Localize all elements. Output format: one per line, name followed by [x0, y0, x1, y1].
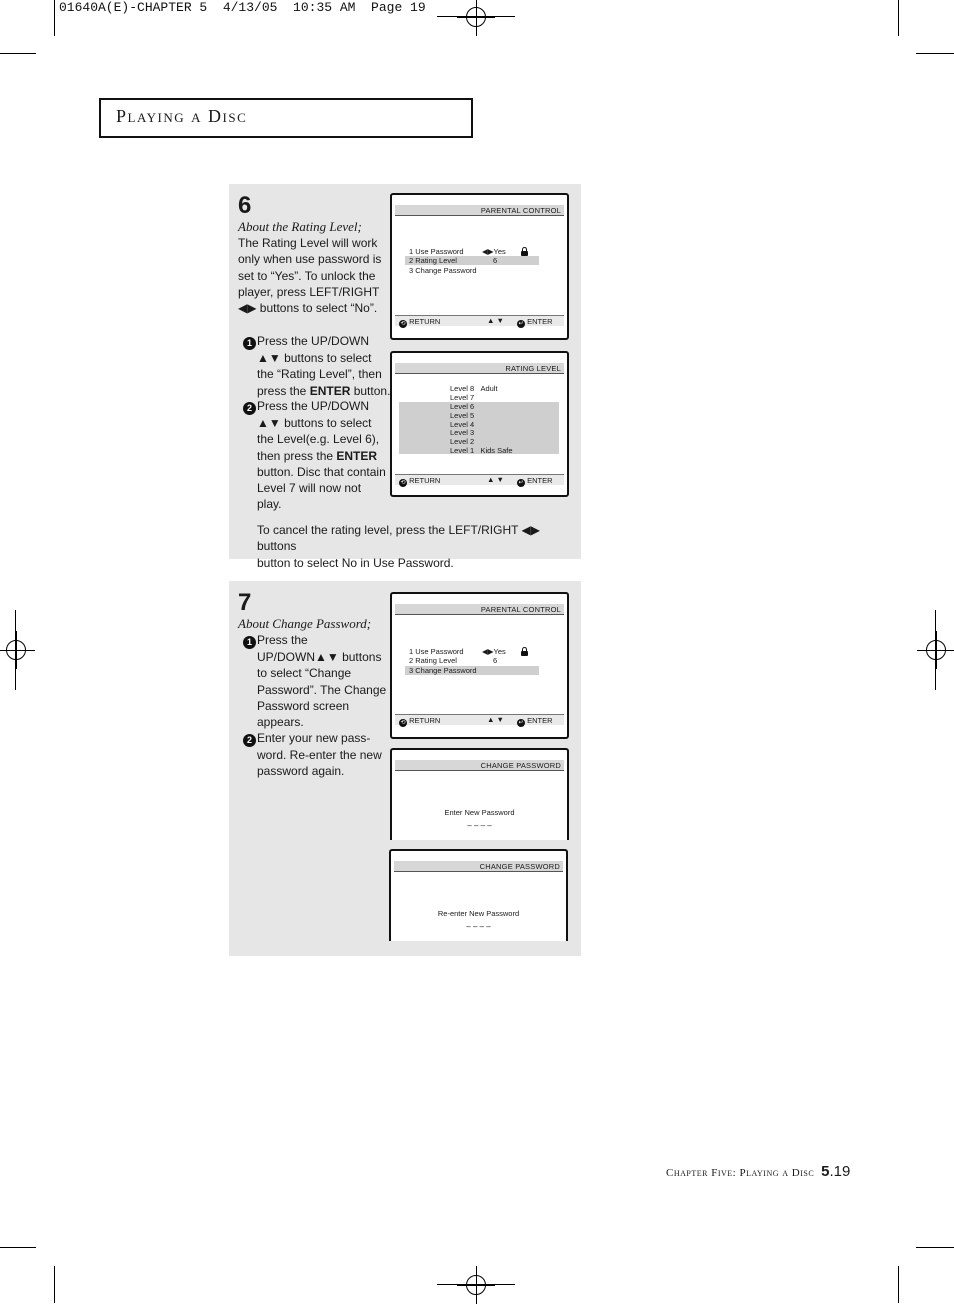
osd-title: PARENTAL CONTROL: [395, 604, 564, 615]
level-item: Level 5: [450, 411, 475, 420]
menu-item-rating-level: 2 Rating Level: [409, 256, 457, 265]
step-7-bullet-1: [243, 632, 393, 730]
enter-icon: ↵: [518, 321, 524, 327]
osd-change-password-screen: [389, 849, 568, 941]
menu-item-use-password: 1 Use Password: [409, 647, 464, 656]
text-line: Enter your new pass-: [257, 731, 371, 745]
return-label: RETURN: [409, 716, 441, 725]
crop-mark: [54, 0, 55, 36]
step-7-number: 7: [238, 589, 252, 616]
step-6-intro: [238, 235, 393, 316]
lock-icon: [521, 251, 528, 256]
use-password-value: ◀▶Yes: [482, 647, 506, 656]
crop-mark: [898, 0, 899, 36]
text-line: set to “Yes”. To unlock the: [238, 268, 376, 283]
text-line: Level 7 will now not: [257, 481, 362, 496]
osd-footer: [395, 315, 564, 326]
registration-mark-icon: [457, 1266, 495, 1304]
step-7-bullet-2: [243, 730, 393, 780]
return-icon: ⟲: [400, 321, 406, 327]
osd-parental-control-screen: [390, 592, 569, 739]
level-item: Level 7: [450, 393, 475, 402]
cancel-note: [257, 522, 579, 571]
crop-mark: [916, 1247, 954, 1248]
text-line: word. Re-enter the new: [257, 748, 382, 762]
enter-label: ENTER: [527, 317, 553, 326]
osd-title: PARENTAL CONTROL: [395, 205, 564, 216]
level-item: Level 6: [450, 402, 475, 411]
return-icon: ⟲: [400, 480, 406, 486]
page-footer: [666, 1163, 850, 1181]
registration-mark-icon: [457, 0, 495, 36]
text-line: ▲▼ buttons to select: [257, 416, 372, 430]
text-line: player, press LEFT/RIGHT: [238, 284, 380, 299]
lock-icon: [521, 651, 528, 656]
return-label: RETURN: [409, 317, 441, 326]
text-line: To cancel the rating level, press the LEFT/RIGHT ◀▶ buttons: [257, 523, 541, 554]
enter-label: ENTER: [527, 716, 553, 725]
crop-mark: [0, 1247, 36, 1248]
rating-level-value: 6: [493, 656, 498, 665]
osd-title: CHANGE PASSWORD: [395, 760, 564, 771]
text-line: then press the ENTER: [257, 448, 378, 463]
text-line: appears.: [257, 715, 304, 730]
step-6-number: 6: [238, 192, 252, 219]
text-line: play.: [257, 497, 282, 512]
text-line: Press the UP/DOWN: [257, 334, 370, 348]
registration-mark-icon: [0, 631, 35, 669]
text-line: the “Rating Level”, then: [257, 367, 382, 382]
menu-item-use-password: 1 Use Password: [409, 247, 464, 256]
text-line: Press the UP/DOWN: [257, 399, 370, 413]
text-line: Password”. The Change: [257, 682, 387, 697]
return-label: RETURN: [409, 476, 441, 485]
print-slug: 01640A(E)-CHAPTER 5 4/13/05 10:35 AM Page 19: [59, 0, 426, 15]
osd-rating-level-screen: [390, 351, 569, 497]
enter-icon: ↵: [518, 480, 524, 486]
password-placeholder-dashes: – – – –: [467, 821, 492, 830]
level-item: Level 2: [450, 437, 475, 446]
level-item: Level 1 Kids Safe: [450, 446, 513, 455]
text-line: UP/DOWN▲▼ buttons: [257, 650, 382, 664]
bullet-number-icon: 1: [243, 636, 256, 649]
osd-footer: [395, 714, 564, 725]
level-item: Level 4: [450, 420, 475, 429]
menu-item-rating-level: 2 Rating Level: [409, 656, 457, 665]
menu-item-change-password: 3 Change Password: [409, 266, 477, 275]
osd-parental-control-screen: [390, 193, 569, 340]
text-line: ▲▼ buttons to select: [257, 351, 372, 365]
updown-arrows-icon: ▲ ▼: [487, 715, 504, 724]
updown-arrows-icon: ▲ ▼: [487, 475, 504, 484]
crop-mark: [54, 1266, 55, 1303]
enter-label: ENTER: [527, 476, 553, 485]
reenter-new-password-prompt: Re-enter New Password: [437, 909, 520, 918]
text-line: button. Disc that contain: [257, 464, 386, 479]
level-item: Level 8 Adult: [450, 384, 498, 393]
step-7-heading: About Change Password;: [238, 616, 372, 631]
step-6-bullet-2: [243, 398, 393, 513]
enter-icon: ↵: [518, 720, 524, 726]
text-line: Press the: [257, 633, 308, 647]
registration-mark-icon: [917, 631, 954, 669]
text-line: the Level(e.g. Level 6),: [257, 432, 380, 447]
footer-page-number: 5.19: [821, 1163, 851, 1180]
bullet-number-icon: 2: [243, 734, 256, 747]
osd-title: RATING LEVEL: [395, 363, 564, 374]
osd-footer: [395, 474, 564, 485]
step-6-bullet-1: [243, 333, 393, 399]
text-line: ◀▶ buttons to select “No”.: [238, 301, 378, 316]
rating-level-value: 6: [493, 256, 498, 265]
level-item: Level 3: [450, 428, 475, 437]
footer-chapter-label: Chapter Five: Playing a Disc: [666, 1167, 815, 1179]
crop-mark: [0, 53, 36, 54]
return-icon: ⟲: [400, 720, 406, 726]
text-line: The Rating Level will work: [238, 236, 378, 250]
text-line: press the ENTER button.: [257, 383, 391, 398]
updown-arrows-icon: ▲ ▼: [487, 316, 504, 325]
osd-change-password-screen: [390, 748, 569, 840]
section-title: Playing a Disc: [116, 106, 248, 126]
step-6-heading: About the Rating Level;: [238, 219, 362, 234]
password-placeholder-dashes: – – – –: [466, 922, 491, 931]
use-password-value: ◀▶Yes: [482, 247, 506, 256]
bullet-number-icon: 2: [243, 402, 256, 415]
text-line: button to select No in Use Password.: [257, 555, 454, 570]
text-line: to select “Change: [257, 666, 352, 681]
menu-item-change-password: 3 Change Password: [409, 666, 477, 675]
enter-new-password-prompt: Enter New Password: [444, 808, 515, 817]
crop-mark: [916, 53, 954, 54]
osd-title: CHANGE PASSWORD: [394, 861, 563, 872]
text-line: Password screen: [257, 698, 350, 713]
text-line: password again.: [257, 764, 345, 779]
text-line: only when use password is: [238, 252, 382, 267]
bullet-number-icon: 1: [243, 337, 256, 350]
crop-mark: [898, 1266, 899, 1303]
